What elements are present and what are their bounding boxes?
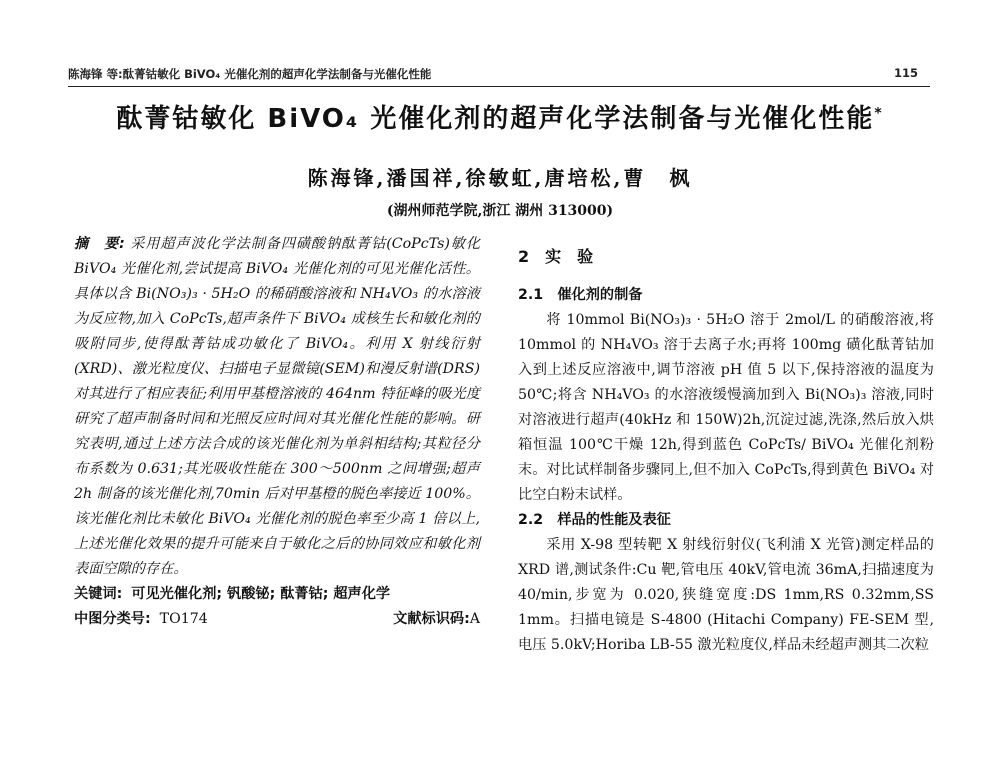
authors: 陈海锋,潘国祥,徐敏虹,唐培松,曹 枫 [307,166,693,190]
title-footnote-mark: * [874,105,884,122]
paper-title [0,98,1000,135]
abstract-label: 摘 要: [74,236,125,252]
doc-code-value: A [469,611,480,627]
subsection-heading-2-2: 2.2 样品的性能及表征 [518,512,671,528]
left-column [74,232,480,632]
paper-title-text: 酞菁钴敏化 BiVO₄ 光催化剂的超声化学法制备与光催化性能 [116,104,875,134]
running-header [68,66,930,82]
running-title: 陈海锋 等:酞菁钴敏化 BiVO₄ 光催化剂的超声化学法制备与光催化性能 [68,67,432,81]
affiliation: (湖州师范学院,浙江 湖州 313000) [386,203,614,219]
subsection-heading-2-1: 2.1 催化剂的制备 [518,287,643,303]
keywords-text: 可见光催化剂; 钒酸铋; 酞菁钴; 超声化学 [131,586,391,602]
right-column [518,232,934,658]
abstract-text: 采用超声波化学法制备四磺酸钠酞菁钴(CoPcTs)敏化 BiVO₄ 光催化剂,尝试提高 BiVO₄ 光催化剂的可见光催化活性。具体以含 Bi(NO₃)₃ · 5H₂O 的稀硝酸溶液和 NH₄VO₃ 的水溶液为反应物,加入 CoPcTs,超声条件下 BiVO₄ 成核生长和敏化剂的吸附同步,使得酞菁钴成功敏化了 BiVO₄。利用 X 射线衍射(XRD)、激光粒度仪、扫描电子显微镜(SEM)和漫反射谱(DRS)对其进行了相应表征;利用甲基橙溶液的 464nm 特征峰的吸光度研究了超声制备时间和光照反应时间对其光催化性能的影响。研究表明,通过上述方法合成的该光催化剂为单斜相结构;其粒径分布系数为 0.631;其光吸收性能在 300～500nm 之间增强;超声 2h 制备的该光催化剂,70min 后对甲基橙的脱色率接近 100%。该光催化剂比未敏化 BiVO₄ 光催化剂的脱色率至少高 1 倍以上,上述光催化效果的提升可能来自于敏化之后的协同效应和敏化剂表面空隙的存在。 [74,236,481,577]
keywords-label: 关键词: [74,586,123,602]
abstract [74,232,480,582]
doc-code-label: 文献标识码: [393,611,470,627]
paragraph-2-1: 将 10mmol Bi(NO₃)₃ · 5H₂O 溶于 2mol/L 的硝酸溶液,将 10mmol 的 NH₄VO₃ 溶于去离子水;再将 100mg 磺化酞菁钴加入到上述反应溶液中,调节溶液 pH 值 5 以下,保持溶液的温度为 50℃;将含 NH₄VO₃ 的水溶液缓慢滴加到入 Bi(NO₃)₃ 溶液,同时对溶液进行超声(40kHz 和 150W)2h,沉淀过滤,洗涤,然后放入烘箱恒温 100℃干燥 12h,得到蓝色 CoPcTs/ BiVO₄ 光催化剂粉末。对比试样制备步骤同上,但不加入 CoPcTs,得到黄色 BiVO₄ 对比空白粉末试样。 [518,312,934,503]
header-rule [68,86,930,87]
page-number: 115 [893,66,918,80]
keywords [74,582,480,607]
paragraph-2-2: 采用 X-98 型转靶 X 射线衍射仪(飞利浦 X 光管)测定样品的 XRD 谱,测试条件:Cu 靶,管电压 40kV,管电流 36mA,扫描速度为 40/min,步宽为 0.020,狭缝宽度:DS 1mm,RS 0.32mm,SS 1mm。扫描电镜是 S-4800 (Hitachi Company) FE-SEM 型,电压 5.0kV;Horiba LB-55 激光粒度仪,样品未经超声测其二次粒 [518,537,934,653]
clc-label: 中图分类号: [74,611,151,627]
classification [74,607,480,632]
clc-code: TO174 [159,611,208,627]
section-heading: 2 实 验 [518,247,594,266]
